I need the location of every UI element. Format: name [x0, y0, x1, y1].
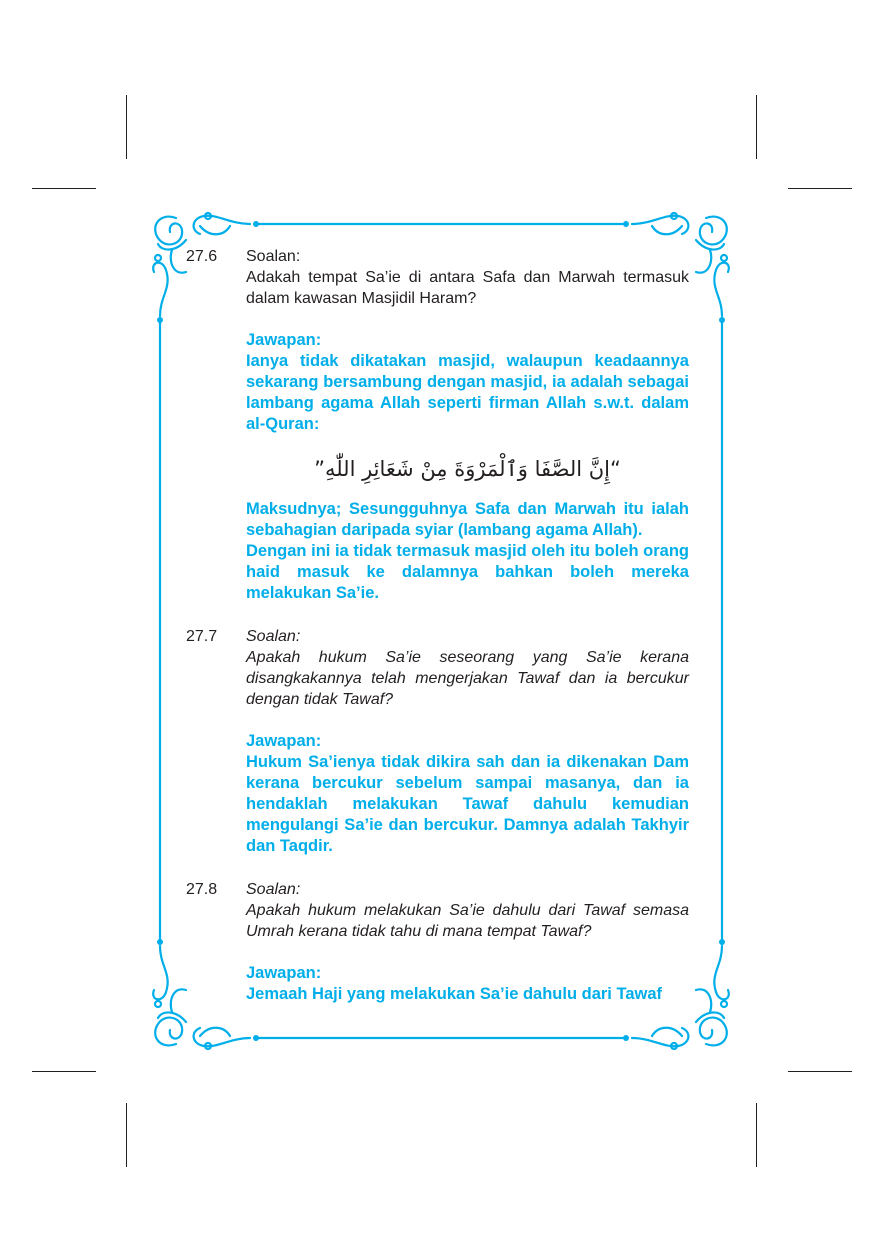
- qa-entry-27-7: [186, 626, 689, 857]
- question-text: Adakah tempat Sa’ie di antara Safa dan Marwah termasuk dalam kawasan Masjidil Haram?: [246, 269, 689, 307]
- qa-entry-27-6: [186, 246, 689, 604]
- question-text: Apakah hukum Sa’ie seseorang yang Sa’ie kerana disangkakannya telah mengerjakan Tawaf dan ia bercukur dengan tidak Tawaf?: [246, 649, 689, 708]
- entry-number: 27.6: [186, 248, 218, 265]
- answer-text: Ianya tidak dikatakan masjid, walaupun keadaannya sekarang bersambung dengan masjid, ia adalah sebagai lambang agama Allah seperti firman Allah s.w.t. dalam al-Quran:: [246, 352, 689, 433]
- question-label: Soalan:: [246, 628, 301, 645]
- question-label: Soalan:: [246, 881, 301, 898]
- answer-explanation-2: Dengan ini ia tidak termasuk masjid oleh itu boleh orang haid masuk ke dalamnya bahkan boleh mereka melakukan Sa’ie.: [246, 542, 689, 602]
- question-label: Soalan:: [246, 248, 301, 265]
- answer-text: Jemaah Haji yang melakukan Sa’ie dahulu dari Tawaf: [246, 985, 663, 1003]
- arabic-verse: “إِنَّ الصَّفَا وَٱلْمَرْوَةَ مِنْ شَعَائِرِ اللّٰهِ”: [314, 457, 621, 481]
- answer-label: Jawapan:: [246, 331, 322, 349]
- answer-label: Jawapan:: [246, 732, 322, 750]
- answer-explanation-1: Maksudnya; Sesungguhnya Safa dan Marwah itu ialah sebahagian daripada syiar (lambang agama Allah).: [246, 500, 689, 539]
- entry-number: 27.7: [186, 628, 218, 645]
- answer-label: Jawapan:: [246, 964, 322, 982]
- entry-number: 27.8: [186, 881, 218, 898]
- qa-entry-27-8: [186, 879, 689, 1005]
- answer-text: Hukum Sa’ienya tidak dikira sah dan ia dikenakan Dam kerana bercukur sebelum sampai masanya, dan ia hendaklah melakukan Tawaf dahulu kemudian mengulangi Sa’ie dan bercukur. Damnya adalah Takhyir dan Taqdir.: [246, 753, 689, 855]
- question-text: Apakah hukum melakukan Sa’ie dahulu dari Tawaf semasa Umrah kerana tidak tahu di mana tempat Tawaf?: [246, 902, 689, 940]
- page-content: [186, 246, 689, 1005]
